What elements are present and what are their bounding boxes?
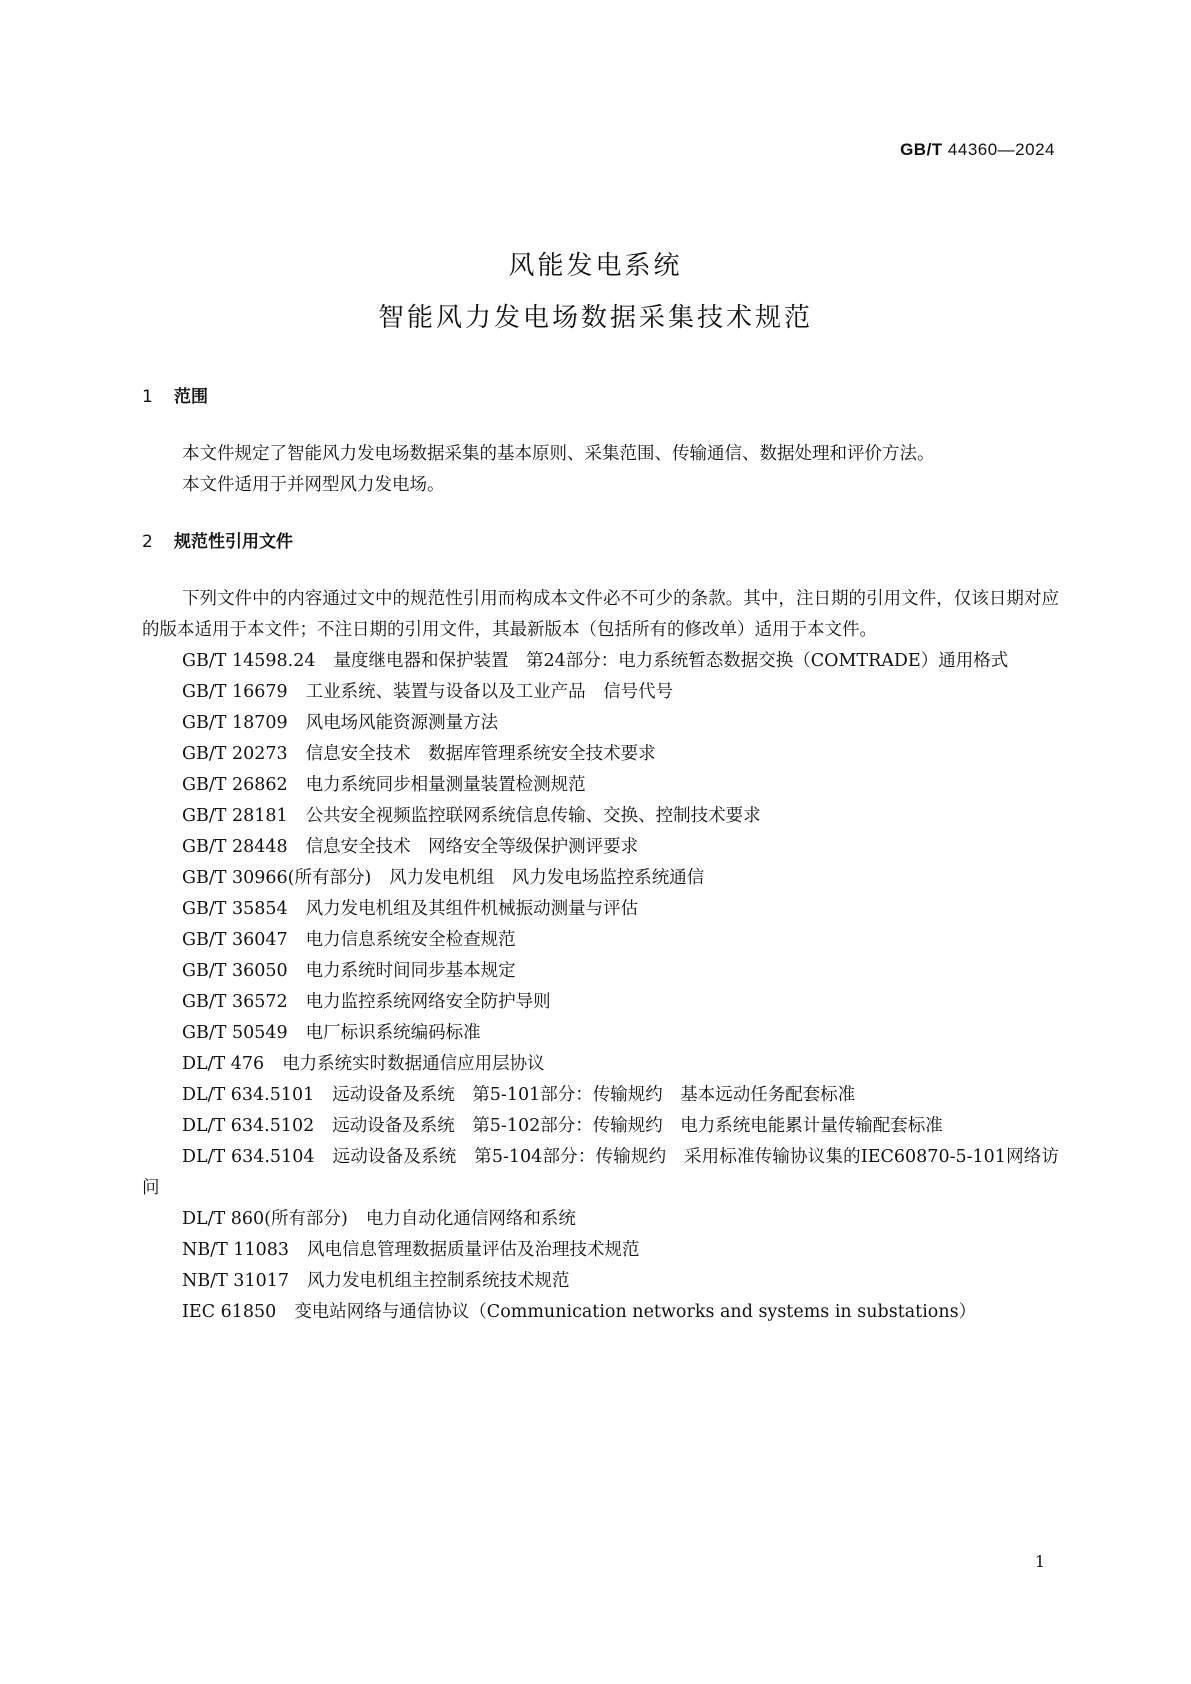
section-2-heading — [142, 527, 1059, 558]
reference-code: DL/T 476 — [182, 1054, 265, 1074]
reference-code: GB/T 36050 — [182, 961, 288, 981]
reference-code: GB/T 50549 — [182, 1023, 288, 1043]
reference-title: 量度继电器和保护装置 第24部分：电力系统暂态数据交换（COMTRADE）通用格式 — [333, 651, 1009, 671]
reference-title: 电力信息系统安全检查规范 — [305, 930, 516, 950]
references-intro: 下列文件中的内容通过文中的规范性引用而构成本文件必不可少的条款。其中，注日期的引用文件，仅该日期对应的版本适用于本文件；不注日期的引用文件，其最新版本（包括所有的修改单）适用于本文件。 — [142, 589, 1059, 640]
reference-item — [142, 832, 1059, 863]
reference-item — [142, 1018, 1059, 1049]
standard-code: 44360—2024 — [947, 140, 1055, 159]
reference-title: 信息安全技术 网络安全等级保护测评要求 — [305, 837, 639, 857]
reference-item — [142, 646, 1059, 677]
reference-item — [142, 1111, 1059, 1142]
reference-code: GB/T 36572 — [182, 992, 288, 1012]
reference-title: 电力监控系统网络安全防护导则 — [305, 992, 551, 1012]
reference-title: 远动设备及系统 第5-101部分：传输规约 基本远动任务配套标准 — [332, 1085, 856, 1105]
title-line-2: 智能风力发电场数据采集技术规范 — [377, 303, 813, 333]
scope-paragraph-2: 本文件适用于并网型风力发电场。 — [182, 475, 445, 495]
reference-item — [142, 708, 1059, 739]
reference-item — [142, 894, 1059, 925]
reference-title: 信息安全技术 数据库管理系统安全技术要求 — [305, 744, 656, 764]
reference-item — [142, 1080, 1059, 1111]
reference-title: 远动设备及系统 第5-102部分：传输规约 电力系统电能累计量传输配套标准 — [332, 1116, 943, 1136]
reference-title: 风力发电机组主控制系统技术规范 — [306, 1271, 570, 1291]
reference-title: 风电信息管理数据质量评估及治理技术规范 — [306, 1240, 640, 1260]
reference-code: GB/T 35854 — [182, 899, 288, 919]
reference-list — [142, 646, 1059, 1328]
reference-code: GB/T 20273 — [182, 744, 288, 764]
section-2-number: 2 — [142, 532, 153, 552]
scope-paragraph-1: 本文件规定了智能风力发电场数据采集的基本原则、采集范围、传输通信、数据处理和评价方法。 — [182, 444, 935, 464]
reference-title: 风力发电机组 风力发电场监控系统通信 — [389, 868, 705, 888]
reference-item — [142, 956, 1059, 987]
reference-code: GB/T 28448 — [182, 837, 288, 857]
reference-title: 公共安全视频监控联网系统信息传输、交换、控制技术要求 — [305, 806, 761, 826]
reference-item — [142, 770, 1059, 801]
reference-item — [142, 863, 1059, 894]
reference-title: 电力系统实时数据通信应用层协议 — [282, 1054, 545, 1074]
reference-title: 电厂标识系统编码标准 — [305, 1023, 481, 1043]
standard-number — [900, 140, 1055, 160]
reference-code: NB/T 31017 — [182, 1271, 289, 1291]
document-title — [0, 240, 1191, 344]
reference-code: GB/T 30966(所有部分) — [182, 868, 372, 888]
reference-code: DL/T 634.5104 — [182, 1147, 315, 1167]
document-body — [142, 382, 1059, 1328]
reference-item — [142, 1297, 1059, 1328]
section-1-title: 范围 — [174, 387, 208, 407]
page-number: 1 — [1034, 1552, 1045, 1571]
reference-code: GB/T 18709 — [182, 713, 288, 733]
reference-item — [142, 739, 1059, 770]
reference-item — [142, 1235, 1059, 1266]
reference-title: 风电场风能资源测量方法 — [305, 713, 499, 733]
reference-code: DL/T 860(所有部分) — [182, 1209, 348, 1229]
reference-title: 电力自动化通信网络和系统 — [365, 1209, 576, 1229]
reference-item — [142, 1049, 1059, 1080]
reference-item — [142, 801, 1059, 832]
reference-item — [142, 1266, 1059, 1297]
reference-code: GB/T 36047 — [182, 930, 288, 950]
section-2-title: 规范性引用文件 — [174, 532, 293, 552]
reference-item — [142, 987, 1059, 1018]
reference-title: 变电站网络与通信协议（Communication networks and systems in substations） — [294, 1302, 977, 1322]
reference-item — [142, 1142, 1059, 1204]
section-1-number: 1 — [142, 387, 153, 407]
reference-item — [142, 677, 1059, 708]
reference-code: NB/T 11083 — [182, 1240, 289, 1260]
reference-code: DL/T 634.5101 — [182, 1085, 315, 1105]
reference-code: IEC 61850 — [182, 1302, 277, 1322]
reference-code: GB/T 26862 — [182, 775, 288, 795]
reference-title: 工业系统、装置与设备以及工业产品 信号代号 — [305, 682, 674, 702]
reference-code: DL/T 634.5102 — [182, 1116, 315, 1136]
reference-item — [142, 925, 1059, 956]
reference-code: GB/T 28181 — [182, 806, 288, 826]
title-line-1: 风能发电系统 — [508, 251, 683, 281]
reference-title: 风力发电机组及其组件机械振动测量与评估 — [305, 899, 639, 919]
standard-prefix: GB/T — [900, 140, 943, 159]
reference-title: 远动设备及系统 第5-104部分：传输规约 采用标准传输协议集的IEC60870-5-101网络访问 — [142, 1147, 1059, 1198]
reference-code: GB/T 16679 — [182, 682, 288, 702]
reference-title: 电力系统同步相量测量装置检测规范 — [305, 775, 586, 795]
reference-code: GB/T 14598.24 — [182, 651, 316, 671]
reference-title: 电力系统时间同步基本规定 — [305, 961, 516, 981]
reference-item — [142, 1204, 1059, 1235]
section-1-heading — [142, 382, 1059, 413]
